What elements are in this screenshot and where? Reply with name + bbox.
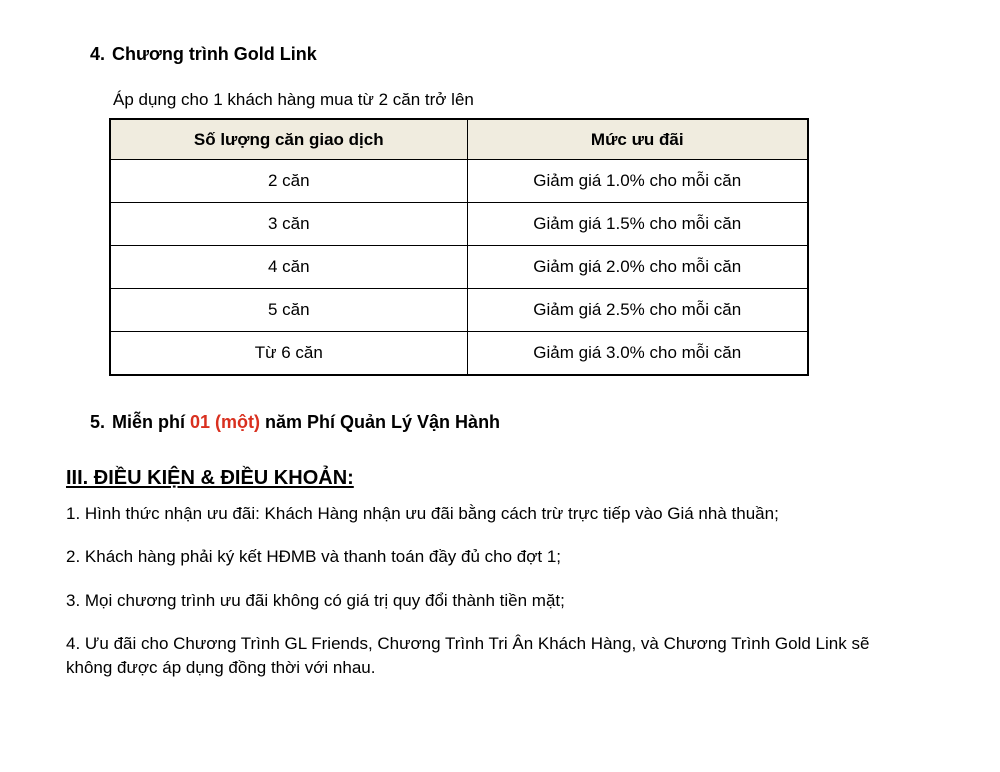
discount-table xyxy=(109,118,809,376)
quantity-cell: 4 căn xyxy=(110,246,467,289)
section-4-title: Chương trình Gold Link xyxy=(112,44,317,64)
column-header-quantity: Số lượng căn giao dịch xyxy=(110,119,467,160)
section-5-text-before: Miễn phí xyxy=(112,412,190,432)
discount-cell: Giảm giá 1.5% cho mỗi căn xyxy=(467,203,808,246)
quantity-cell: 5 căn xyxy=(110,289,467,332)
table-row xyxy=(110,203,808,246)
section-5-text-after: năm Phí Quản Lý Vận Hành xyxy=(260,412,501,432)
term-item-4-continued: không được áp dụng đồng thời với nhau. xyxy=(66,658,376,677)
table-row xyxy=(110,160,808,203)
table-row xyxy=(110,332,808,376)
section-4-heading xyxy=(90,43,317,65)
quantity-cell: 2 căn xyxy=(110,160,467,203)
discount-cell: Giảm giá 2.5% cho mỗi căn xyxy=(467,289,808,332)
term-item-3: 3. Mọi chương trình ưu đãi không có giá trị quy đổi thành tiền mặt; xyxy=(66,591,565,610)
terms-title: III. ĐIỀU KIỆN & ĐIỀU KHOẢN: xyxy=(66,467,354,489)
discount-cell: Giảm giá 3.0% cho mỗi căn xyxy=(467,332,808,376)
table-header-row xyxy=(110,119,808,160)
section-5-number: 5. xyxy=(90,412,106,432)
discount-cell: Giảm giá 1.0% cho mỗi căn xyxy=(467,160,808,203)
quantity-cell: Từ 6 căn xyxy=(110,332,467,376)
quantity-cell: 3 căn xyxy=(110,203,467,246)
table-row xyxy=(110,289,808,332)
section-5-highlight: 01 (một) xyxy=(190,412,261,432)
column-header-discount: Mức ưu đãi xyxy=(467,119,808,160)
term-item-1: 1. Hình thức nhận ưu đãi: Khách Hàng nhận ưu đãi bằng cách trừ trực tiếp vào Giá nhà thuần; xyxy=(66,504,779,523)
table-row xyxy=(110,246,808,289)
section-4-intro: Áp dụng cho 1 khách hàng mua từ 2 căn trở lên xyxy=(113,90,474,109)
term-item-2: 2. Khách hàng phải ký kết HĐMB và thanh toán đầy đủ cho đợt 1; xyxy=(66,547,562,566)
section-5-heading xyxy=(90,411,500,433)
term-item-4: 4. Ưu đãi cho Chương Trình GL Friends, Chương Trình Tri Ân Khách Hàng, và Chương Trình Gold Link sẽ xyxy=(66,634,870,653)
section-4-number: 4. xyxy=(90,44,106,64)
discount-cell: Giảm giá 2.0% cho mỗi căn xyxy=(467,246,808,289)
